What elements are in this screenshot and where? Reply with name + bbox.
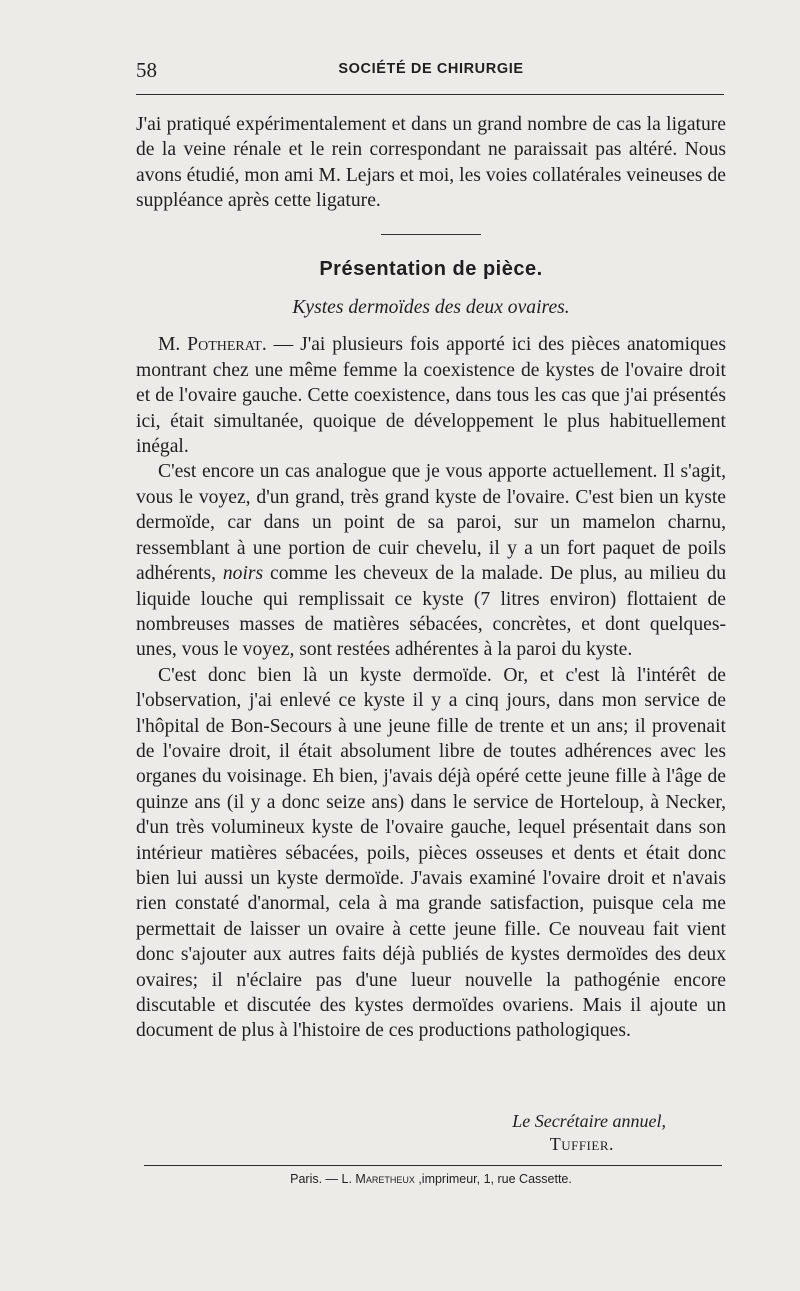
emphasis-noirs: noirs xyxy=(222,563,264,585)
running-head: SOCIÉTÉ DE CHIRURGIE xyxy=(338,61,524,77)
section-separator xyxy=(381,234,481,235)
paragraph-1 xyxy=(136,332,726,459)
paragraph-2 xyxy=(136,459,726,662)
paragraph-2-text-b: comme les cheveux de la malade. De plus, au milieu du liquide louche qui remplissait ce kyste (7 litres environ) flottaient de nombreuses masses de matières sébacées, concrètes, et dont quelques-unes, vous le voyez, sont restées adhérentes à la paroi du kyste. xyxy=(136,563,727,661)
footer-rule xyxy=(144,1165,722,1166)
paragraph-2-text-a: C'est encore un cas analogue que je vous apporte actuellement. Il s'agit, vous le voyez, d'un grand, très grand kyste de l'ovaire. C'est bien un kyste dermoïde, car dans un point de sa paroi, sur un mamelon charnu, ressemblant à une portion de cuir chevelu, il y a un fort paquet de poils adhérents, xyxy=(136,461,726,585)
section-title: Présentation de pièce. xyxy=(319,257,543,280)
signature-name: Tuffier. xyxy=(549,1134,614,1154)
header-rule xyxy=(136,94,724,95)
main-text xyxy=(136,112,726,1044)
imprint-address: ,imprimeur, 1, rue Cassette. xyxy=(414,1172,572,1186)
imprint-printer: Maretheux xyxy=(355,1172,415,1186)
section-subtitle: Kystes dermoïdes des deux ovaires. xyxy=(292,297,570,319)
intro-paragraph: J'ai pratiqué expérimentalement et dans un grand nombre de cas la ligature de la veine rénale et le rein correspondant ne paraissait pas altéré. Nous avons étudié, mon ami M. Lejars et moi, les voies collatérales veineuses de suppléance après cette ligature. xyxy=(136,114,726,212)
page-header xyxy=(136,58,726,88)
page-number: 58 xyxy=(136,58,157,82)
printer-imprint xyxy=(136,1172,726,1186)
paragraph-3: C'est donc bien là un kyste dermoïde. Or, et c'est là l'intérêt de l'observation, j'ai enlevé ce kyste il y a cinq jours, dans mon service de l'hôpital de Bon-Secours à une jeune fille de trente et un ans; il provenait de l'ovaire droit, il était absolument libre de toutes adhérences avec les organes du voisinage. Eh bien, j'avais déjà opéré cette jeune fille à l'âge de quinze ans (il y a donc seize ans) dans le service de Horteloup, à Necker, d'un très volumineux kyste de l'ovaire gauche, lequel présentait dans son intérieur matières sébacées, poils, pièces osseuses et dents et était donc bien lui aussi un kyste dermoïde. J'avais examiné l'ovaire droit et n'avais rien constaté d'anormal, cela à ma grande satisfaction, puisque cela me permettait de laisser un ovaire à cette jeune fille. Ce nouveau fait vient donc s'ajouter aux autres faits déjà publiés de kystes dermoïdes des deux ovaires; il n'éclaire pas d'une lueur nouvelle la pathogénie encore discutable et discutée des kystes dermoïdes ovariens. Mais il ajoute un document de plus à l'histoire de ces productions pathologiques. xyxy=(136,664,726,1042)
paragraph-1-text: — J'ai plusieurs fois apporté ici des pièces anatomiques montrant chez une même femme la coexistence de kystes de l'ovaire droit et de l'ovaire gauche. Cette coexistence, dans tous les cas que j'ai présentés ici, était simultanée, quoique de développement le plus habituellement inégal. xyxy=(136,334,726,458)
signature-block xyxy=(136,1111,726,1155)
imprint-city: Paris. — L. xyxy=(290,1172,356,1186)
speaker-name: M. Potherat. xyxy=(158,334,267,356)
signature-role: Le Secrétaire annuel, xyxy=(512,1111,666,1131)
